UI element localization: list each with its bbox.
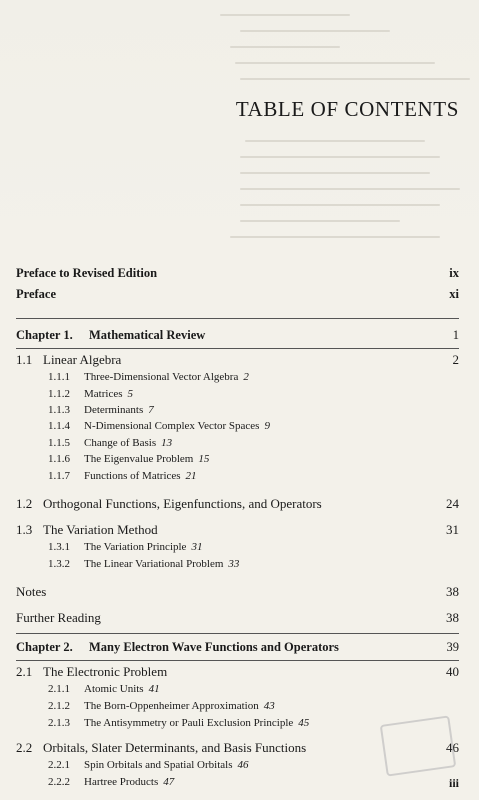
subsection-entry (48, 470, 459, 482)
section-number: 1.2 (16, 496, 33, 511)
entry-label: Further Reading (16, 610, 101, 625)
subsection-label: N-Dimensional Complex Vector Spaces (84, 420, 260, 432)
subsection-label: The Antisymmetry or Pauli Exclusion Principle (84, 717, 294, 729)
subsection-page: 5 (127, 388, 133, 400)
subsection-number: 2.1.3 (48, 717, 70, 729)
subsection-page: 15 (198, 453, 210, 465)
subsection-number: 1.3.1 (48, 541, 70, 553)
toc-entry-notes (16, 584, 459, 600)
section-page: 40 (446, 664, 459, 679)
subsection-label: Determinants (84, 404, 144, 416)
subsection-label: Functions of Matrices (84, 470, 181, 482)
subsection-page: 31 (191, 541, 203, 553)
subsection-label: Atomic Units (84, 683, 144, 695)
subsection-number: 2.2.1 (48, 759, 70, 771)
entry-page: ix (449, 266, 459, 280)
chapter-label: Many Electron Wave Functions and Operators (89, 640, 339, 654)
subsection-page: 33 (228, 558, 240, 570)
subsection-number: 1.1.7 (48, 470, 70, 482)
subsection-entry (48, 371, 459, 383)
section-number: 2.2 (16, 740, 33, 755)
toc-entry (16, 287, 459, 302)
entry-label: Notes (16, 584, 47, 599)
subsection-number: 1.1.1 (48, 371, 70, 383)
section-entry (16, 352, 459, 368)
subsection-number: 1.3.2 (48, 558, 70, 570)
section-page: 24 (446, 496, 459, 511)
subsection-entry (48, 683, 459, 695)
entry-page: 38 (446, 584, 459, 599)
subsection-label: The Eigenvalue Problem (84, 453, 194, 465)
subsection-entry (48, 420, 459, 432)
chapter-number: Chapter 1. (16, 328, 73, 342)
section-label: The Electronic Problem (43, 664, 168, 679)
subsection-label: Change of Basis (84, 437, 157, 449)
subsection-page: 13 (161, 437, 173, 449)
subsection-page: 21 (185, 470, 197, 482)
subsection-entry (48, 388, 459, 400)
section-entry (16, 522, 459, 538)
subsection-page: 7 (148, 404, 154, 416)
subsection-label: Spin Orbitals and Spatial Orbitals (84, 759, 233, 771)
page-number: iii (448, 776, 459, 790)
subsection-label: Matrices (84, 388, 123, 400)
section-number: 1.1 (16, 352, 33, 367)
subsection-label: The Born-Oppenheimer Approximation (84, 700, 259, 712)
subsection-entry (48, 437, 459, 449)
chapter-number: Chapter 2. (16, 640, 73, 654)
divider (16, 660, 459, 661)
chapter-heading (16, 328, 459, 343)
section-label: The Variation Method (43, 522, 158, 537)
subsection-entry (48, 541, 459, 553)
subsection-page: 47 (163, 776, 175, 788)
subsection-page: 45 (298, 717, 310, 729)
subsection-page: 9 (264, 420, 270, 432)
subsection-label: Three-Dimensional Vector Algebra (84, 371, 239, 383)
subsection-page: 46 (237, 759, 249, 771)
section-label: Linear Algebra (43, 352, 122, 367)
section-number: 2.1 (16, 664, 33, 679)
section-number: 1.3 (16, 522, 33, 537)
page-title: TABLE OF CONTENTS (235, 97, 459, 121)
subsection-label: Hartree Products (84, 776, 159, 788)
section-entry (16, 664, 459, 680)
chapter-heading (16, 640, 459, 655)
subsection-entry (48, 453, 459, 465)
chapter-label: Mathematical Review (89, 328, 206, 342)
subsection-page: 43 (263, 700, 275, 712)
subsection-label: The Variation Principle (84, 541, 187, 553)
section-page: 31 (446, 522, 459, 537)
toc-entry-further-reading (16, 610, 459, 626)
subsection-number: 1.1.5 (48, 437, 70, 449)
subsection-number: 1.1.4 (48, 420, 70, 432)
subsection-label: The Linear Variational Problem (84, 558, 224, 570)
subsection-page: 2 (243, 371, 249, 383)
section-label: Orthogonal Functions, Eigenfunctions, and Operators (43, 496, 322, 511)
watermark-stamp (380, 715, 457, 776)
subsection-number: 1.1.6 (48, 453, 70, 465)
subsection-number: 2.1.2 (48, 700, 70, 712)
section-label: Orbitals, Slater Determinants, and Basis Functions (43, 740, 307, 755)
entry-label: Preface to Revised Edition (16, 266, 158, 280)
subsection-number: 2.2.2 (48, 776, 70, 788)
section-entry (16, 496, 459, 512)
divider (16, 348, 459, 349)
toc-entry (16, 266, 459, 281)
section-page: 46 (446, 740, 459, 755)
subsection-number: 2.1.1 (48, 683, 70, 695)
subsection-number: 1.1.2 (48, 388, 70, 400)
entry-label: Preface (16, 287, 57, 301)
divider (16, 633, 459, 634)
subsection-entry (48, 558, 459, 570)
section-page: 2 (452, 352, 459, 367)
subsection-number: 1.1.3 (48, 404, 70, 416)
chapter-page: 1 (452, 328, 459, 342)
divider (16, 318, 459, 319)
subsection-entry (48, 700, 459, 712)
subsection-entry (48, 404, 459, 416)
subsection-page: 41 (148, 683, 160, 695)
chapter-page: 39 (446, 640, 459, 654)
entry-page: 38 (446, 610, 459, 625)
entry-page: xi (449, 287, 459, 301)
subsection-entry (48, 776, 459, 788)
